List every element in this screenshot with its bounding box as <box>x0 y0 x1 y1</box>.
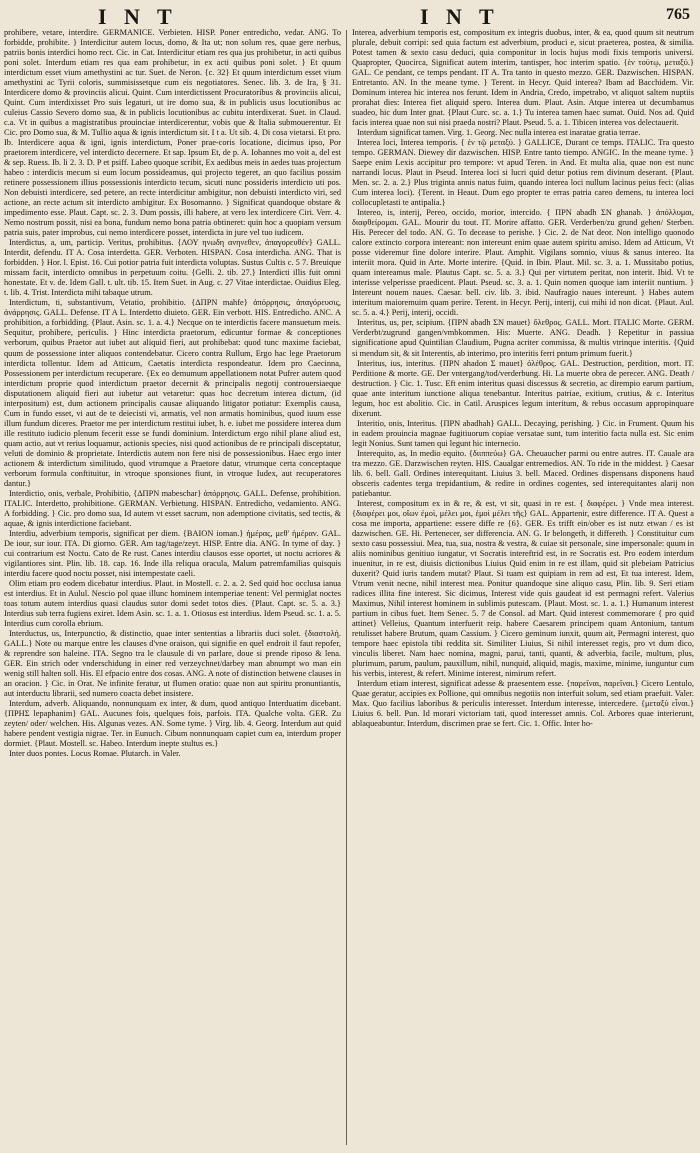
left-column <box>4 28 341 1150</box>
entry-intereo: Intereo, is, interij, Pereo, occido, morior, intercido. { ΠΡΝ abadh ΣΝ ghanab. } ἀπόλλυμαι, διαφθείρομαι. GAL. Mourir du tout. IT. Morire affatto. GER. Verderben/zu grund gehen/ Sterben. His. Perecer del todo. AN. G. To decease to perishe. } Cic. 2. de Nat deor. Non intelligo quonodo calore extincto corpora intereant: non intereunt enim quae autem spiritu amiso. Idem ad Atticum, Vt posse videremur fine dolore interire. Plaut. Amphit. Vigilans somnio, viuus & sanus intereo. Ita interiit mora. Quid in Arte. Morte interire. {Quid. in Ibin. Plaut. Mil. sc. 3. a. 1. Mussitabo potius, quam intereamus male. Plautus Capt. sc. 5. a. 3.} Qui per virtutem peritat, non interit. Ibid. Vt te interisse velperisse praedicent. Plaut. Pseud. sc. 3. a. 1. Quin nomen quoque iam interiit nuntium. } Intereunt nouem naues. Caesar. bell. civ. lib. 3. ibid. Naufragio naues intereunt. } Habes autem interitum maioremuim quam perire. Terent. in Hecyr. Perij, interij, cui mihi id non dicat. {Plaut. Aul. sc. 5. a. 4.} Perij, interij, occidi. <box>352 208 694 318</box>
entry-interdiu: Interdiu, adverbium temporis, significat per diem. {ΒΑΙΟΝ ioman.} ἡμέρας, μεθ' ἡμέραν. GAL. De iour, sur iour. ITA. Di giorno. GER. Am tag/tage/zeyt. HISP. Entre dia. ANG. In tyme of day. } cui contrarium est Noctu. Cato de Re rust. Canes interdiu clausos esse oportet, ut noctu acriores & vigilantiores sint. Plin. lib. 18. cap. 16. Inde illa reliqua oracula, Malum patremfamilias quisquis interdiu facere quod noctu posset, nisi intempestate caeli. <box>4 528 341 578</box>
entry-interitus: Interitus, ius, interitus. {ΠΡΝ ahadon Σ mauet} ὀλέθρος. GAL. Destruction, perdition, mort. IT. Perditione & morte. GE. Der vntergang/tod/verderbung. Hi. La muerte obra de perecer. ANG. Death / destruction. } Cic. 1. Tusc. Eft enim interitus quasi discessus & secretio, ac dirempio earum partium, quae ante interitum iunctione aliqua tenebantur. Interitus patriae, exitium, crutius, & c. Interitus legum, hoc est abolitio. Cic. in Catil. Aruspices legum interitum, & rebus occasum appropinquare dixerunt. <box>352 358 694 418</box>
page-header <box>0 4 700 30</box>
entry-interductus: Interductus, us, Interpunctio, & distinctio, quae inter sententias a librariis duci solet. {διαστολή. GALL.} Note ou marque entre les clauses d'vne oraison, qui signifie en quel endroit il faut repofer, & reprendre son haleine. ITA. Segno tra le clausule di vn parlare, doue si prende riposo & lena. GER. Ein strich oder vnderschidung in einer red verzeychnet/darbey man abnumpt wo man ein wenig still halten soll. His. El efpacio entre dos cosas. ANG. A note of distinction betwene clauses in an oracion. } Cic. in Orat. Ne infinite feratur, ut flumen oratio: quae non aut spiritu pronuntiantis, aut interductu librarii, sed numero coacta debet insistere. <box>4 628 341 699</box>
column-divider <box>346 30 347 1145</box>
entry-interdictio: Interdictio, onis, verbale, Prohibitio, {ΔΠΡΝ mabeschar} ἀπόρρησις. GALL. Defense, prohibition. ITALIC. Interdetto, prohibitione. GERMAN. Verbietung. HISPAN. Entredicho, vedamiento. ANG. A forbidding. } Cic. pro domo sua, Id autem vt esset sacrum, non ademptione civitatis, sed tectis, & aquae, & ignis interdictione faciebant. <box>4 488 341 528</box>
entry-interdum: Interdum, adverb. Aliquando, nonnunquam ex inter, & dum, quod antiquo Interduatim dicebant. {ΠΡΗΣ lepaphanim} GAL. Aucunes fois, quelques fois, parfois. ITA. Qualche volta. GER. Zu zeyten/ oder/ welchen. His. Algunas vezes. AN. Some tyme. } Virg. lib. 4. Georg. Interdum aut quid habere pendent vestigia nigrae. Ter. in Eunuch. Cibum nonnunquam capiet cum ea, interdum proper dormiet. {Plaut. Mostell. sc. Habeo. Interdum inepte stultus es.} <box>4 699 341 749</box>
right-column <box>352 28 694 1150</box>
entry-interitio: Interitio, onis, Interitus. {ΠΡΝ abadhah} GALL. Decaying, perishing. } Cic. in Frument. Quum his in eadem prouincia magnae fugitiuorum copiae versatae sunt, tum interitio facta nulla est. Sic enim legit Nonius. Sunt tamen qui legunt hic internecio. <box>352 418 694 448</box>
entry-interest: Interest, compositum ex in & re, & est, vt sit, quasi in re est. { διαφέρει. } Vnde mea interest. {διαφέρει μοι, οἴων ἐμοὶ, μέλει μοι, ἐμοὶ μέλει τῆς} GAL. Appartenir, estre difference. IT A. Quest a cosa me importa, appartiene: essere diffe re {6}. GER. Es trifft ein/ober es ist nutz etwan / es ist dazwischen. GE. Hi. Pertenecer, ser differencia. AN. G. Ir belongeth, it differeth. } Constituitur cum sexto casu possessiui. Mea, tua, sua, nostra & vestra, & cuiae sit personale, sine impersonale: quum in aliis nominibus genitiuo iungatur, vt Socratis intereftrid est, in re Socratis est. Pro eodem interdum inuenitur, in re est, diuisis dictionibus Liuius Quid enim in re est illam, quid sit plebeiam Patricius duxerit? Quid iuris tandem mutat? Plaut. Si tuam est quipiam in rem ad est, Et tua interest. Idem, Vtrum venit necne, nihil interest mea. Ponitur quandoque sine aliquo casu, Plin. lib. 9. Seri etiam radices illita fine interest. Sic dicimus, Interest vide quis gaudeat id est permagni refert. Valerius Maximus, Nihil interest hominem in sublimis putescam. {Plaut. Most. sc. 1. a. 1.} Humanum interest partium in cibus fuet. Item Senec. 5. 7 de Consol. ad Mart. Quid interest commemorare { pro quid attinet} Velleius, Quantum interfuerit reip. habere Caesarem principem quam Antonium, tantum retulisset habere Brutum, quam Cassium. } Cicero geminum iunxit, quum ait, Permagni interest, quo tempore haec epistola tibi reddita sit. Similiter Liuius, Si nihil interesset regis, pro vt dum dico, vinculis liberet. Nam haec nomina, magni, parui, tanti, quanti, & adverbia, facile, multum, plus, plurimum, parum, paulum, pauxillum, nihil, nunquid, aliquid, magis, maxime, minime, iunguntur cum his verbis, interest, & refert. Minime interest, nimirum refert. <box>352 498 694 678</box>
entry-interdictus: Interdictus, a, um, particip. Veritus, prohibitus. {ΛΟΥ ηνωδη ανηνεθεν, ἀπαγορευθέν} GALL. Interdit, defendu. IT A. Cosa interdetta. GER. Verboten. HISPAN. Cosa interdicha. ANG. That is forbidden. } Hor. l. Epist. 16. Cui potior patria fuit interdicta voluptas. Sustus Cultis c. 5 7. Breuique missam facit, interdicto omnibus in perpetuum coitu. {Gelli. 2. tib. 27.} Interdicti illis fuit omni honestate. Et v. de. Idem Gall. t. ult. tib. 15. Item Suet. in Aug. c. 27 Vitae interdictae. Ouidius Eleg. t. lib. 4. Trist. Interdicta mihi tabaque utrum. <box>4 238 341 298</box>
entry-inter-duos-pontes: Inter duos pontes. Locus Romae. Plutarch. in Valer. <box>9 749 181 759</box>
entry-interequito: Interequito, as, In medio equito. {διιππεύω} GA. Cheuaucher parmi ou entre autres. IT. Cauale ara tra mezzo. GE. Darzwischen reyten. HIS. Caualgar entremedios. AN. To ride in the middest. } Caesar lib. 6. bell. Gall. Ordines interequitant. Liuius 3. bell. Maced. Ordines dispensans disponens haud obsceris cadentes terga trepidantium, & redire in ordines cogentes, sed interequitantes alarij non patiebantur. <box>352 448 694 498</box>
running-head-left: I N T <box>98 4 178 29</box>
entry-interea-loci: Interea loci, Interea temporis. { ἐν τῷ μεταξύ. } GALLICE, Durant ce temps. ITALIC. Tra questo tempo. GERMAN. Diewey dir dazwischen. HISP. Entre tanto tiempo. ANGIC. In the meane tyme. } Saepe enim Lexis accipitur pro tempore: vt apud Teren. in And. Et multa alia, quae non est nunc narrandi locus. Plaut in Pseud. Interea loci si lucri quid detur potius rem divinum deserant. {Plaut. Men. sc. 2. a. 2.} Plus triginta annis natus fuim, quando interea loci nullum lacinus peius feci: (alias Cum interea loci). {Terent. in Heaut. Dum ego propter te erras patria careo demens, tu interea loci collocupletasti te antipalia.} <box>352 138 694 208</box>
entry-interdius: Olim etiam pro eodem dicebatur interdius. Plaut. in Mostell. c. 2. a. 2. Sed quid hoc occlusa ianua est interdius. Et in Aulul. Nescio pol quae illunc hominem intemperiae tenent: Vel permiglat noctes toas totum autem interdius quasi claudus sutor domi sedet totos dies. {Plaut. Capt. sc. 5. a. 3.} Interdius sub terra fugiens exiret. Idem Asin. sc. 1. a. 1. Otiosus est interdius. Idem Pseud. sc. 1. a. 5. Interdius cum corolla ebrium. <box>4 578 341 628</box>
entry-interdictum: Interdictum, ti, substantivum, Vetatio, prohibitio. {ΔΠΡΝ mahfe} ἀπόρρησις, ἀπαγόρευσις, ἀνάρρησις. GALL. Defense. IT A L. Interdetto diuieto. GER. Ein verbott. HIS. Entredicho. ANC. A prohibition, a forbidding. {Plaut. Asin. sc. 1. a. 4.} Necque on te interdictis facere mansuetum meis. Sequitur, prohibere, periculis. } Hinc interdicta praetorum, edicuntur formae & conceptiones verborum, quibus Praetor aut iubet aut aliquid fieri, aut prohibebat: quod tunc maxime faciebat, quum de possessione inter aliquos contendebatur. Cicero contra Rullum, Ergo hac lege Praetorum interdicta tollentur. Idem ad Atticum, Caetatis interdicta respondeatur. Idem pro Caecinna, Possessionem per interdictum recuperare. {Ex eo demumum appellationem notat Pufrer autem quod interdictum proprie quod interdictum praetor decernit & principalis negotij controuersiaeque disputationem aliquid fieri aut iubetur aut vetaretur: quas hoc decretum interea dictum, (id interpositum) est, dum actionem principalis causae aliquando litigator potiatur: Exemplis causa, Cum in fundo esset, vi aut de te deiecisti vi, armatis, vel non armatis hominibus, quod iuum esse illum fundum diceres. Praetor me per interdictum restitui iubet, h. e. iubet me possidere interea dum ille restituto iudicio plenum fecerit esse se fundi dominium. Interdictum ergo nihil plane aliud est, quam actio, aut vt rerius loquamur, actionis species, nisi quod actionibus de re principali disceptatur, veluti de dominio & proprietate. Interdictis autem non fere nisi de possessionibus. Haec ergo inter actionem & interdictum similitudo, quod vtrumque a Praetore datur, vtrumque certa conceptaque verborum formula conftituitur, in vtroque sponsiones fiunt, in vtroque Iudex, aut recuperatores dantur.} <box>4 298 341 488</box>
entry-interitus-particip: Interitus, us, per, scipium. {ΠΡΝ abadh ΣΝ mauet} ὄλεθρος. GALL. Mort. ITALIC Morte. GERM. Verderbt/zugrund gangen/vmbkommen. His: Muerte. ANG. Deadh. } Repetitur in passiua significatione apud Quintilian Claudium, Pugna acriter commissa, & multis vtrinque interitis. {Quid si mendum sit, & sit Interentis, ab interimo, pro interitis ferri pntum primum fuerit.} <box>352 318 694 358</box>
entry-interea-tamen: Interdum significat tamen. Virg. 1. Georg. Nec nulla interea est inaratae gratia terrae. <box>357 128 641 138</box>
entry-interdico: prohibere, vetare, interdire. GERMANICE. Verbieten. HISP. Poner entredicho, vedar. ANG. To forbidde, prohibite. } Interdicitur autem locus, domo, & Ita ut; non solum res, quae gere nerbus, patriis bonis interdici homo rect. Cic. in Cat. Interdicitur etiam res qua jus prohibetur, in acti quibus poni solet. Interdum etiam res qua eam prohibetur, in ex acti quibus poni solet. } Et quum interdictum esset vium amethystini ac tur. Suet. de Neron. {c. 32} Et quum interdictum esset vium amethystini ac Tyrii coloris, summisissetque cum eis negotiatores. Senec. lib. 3. de Ira, § 31. Interdicere domo & provinciis alicui. Quint. Cum interdictissent Procuratoribus & provinciis alicui, Quint. Cum interdixisset Pro suis legaturi, ut ire domo sua, & in publicis usus locutionibus ac culeius Cassio Severo domo sua, & in publicis locutionibus ac cubitu interdixerat. Suet. in Claud. c.a. Vt in quibus a magistratibus prouinciae interdicerentur, vobis que & Italia submouerentur. Et Cic. pro Domo sua, & M. Tullio aqua & ignis interdictum sit. I t a. Ut sib. 4. Di cosa vietarsi. Et pro. Ib. Interdicere aqua & igni, ignis interdictum, Poner prae-coris locatione, dicimus ipso, Por praetorem interdicere, vel interdicto decernere. Et sap. Ipsum Et, de p. A. Iohannes mo voit a, del est & sep. Ruess. Ib. li 2. 3. D. P et psiff. Labeo quoque scribit, Ex aedibus meis in aedes tuas projectum habeo : interdicis mecum si eum locum possideamus, qui projecto tegeret, an quo facilius possim retinere possessionem illius possessionis interdicto tecum, sicuti nunc possideris interdicto uti pos. Non debuisti interdicere, sed petere, an recte interdicitur ambigitur, non debuisti interdicto viri, sed actione, an recte actum sit interdicto ambigitur. Ex Bosomanno. } Significat quandoque obstare & impedimento esse. Plaut. Capt. sc. 2. 3. Dum possis, illi habere, at vero lex interdicere Ciri. Verr. 4. Nemo nostrum possit, nisi ea bona, fundum nemo bona patria obtineret: quin hoc a quopiam versum patria suis, pater improbus, cui nemo interdicere posset, interdicta in jure vel tuo iudicem. <box>4 28 341 238</box>
running-head-right: I N T <box>420 4 500 29</box>
page-number: 765 <box>666 6 690 23</box>
entry-interest-adesse: Interdum etiam interest, significat adesse & praesentem esse. {παρεῖναι, παρεῖναι.} Cicero Lentulo, Quae geratur, accipies ex Pollione, qui omnibus negotiis non interfuit solum, sed etiam praefuit. Valer. Max. Quo facilius laboribus & periculis interesset. Interdum interesse, intercedere. {μεταξὺ εἶναι.} Liuius 6. bell. Pun. Id morari victoriam tati, quod interesset amnis. Col. Arbores quae interierunt, ablaqueabuntur. Interdum, discrimen prae se fert. Cic. 1. Offic. Inter ho- <box>352 679 694 729</box>
entry-interea: Interea, adverbium temporis est, compositum ex integris duobus, inter, & ea, quod quum sit neutrum plurale, debuit corripi: sed quia factum est adverbium, produci e, sicut praeterea, postea, & similia. Potest tamen & sexto casu deduci, quia componitur in locis hujus modi fixis temporis universi. Quapropter, Quocirca, Significat autem interim, tantisper, hoc interim spatio. {ἐν τούτῳ, μεταξύ.} GAL. Ce pendant, ce temps pendant. IT A. Tra tanto in questo mezzo. GER. Dazwischen. HISPAN. Entretanto. AN. In the meane tyme. } Terent. in Hecyr. Quid interea? Ibam ad Bacchidem. Vir. Dominum interea hic interea nos ferunt. Idem in Andria, Credo, impetrabo, vt aliquot saltem nuptiis prorahat dies: Interea fiet aliquid spero. Interea dum. Plaut. Asin. Atque interea ut decumbamus suadeo, hic dum Inter gnat. {Plaut Curc. sc. a. 1.} Tu interea tamen haec sumat. Ouid. Nos ad. Quid facis interea quae non sui nisi praeda nostri? Plaut. Pseud. 5. a. 1. Tibicen interea vos delectauerit. <box>352 28 694 128</box>
